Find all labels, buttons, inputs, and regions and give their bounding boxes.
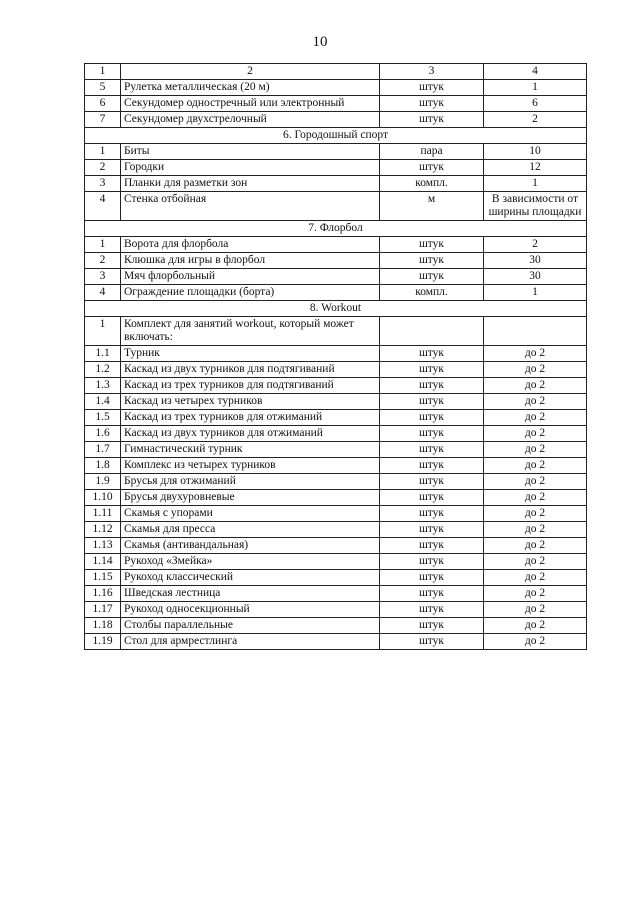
header-cell-num: 1 bbox=[85, 64, 121, 80]
item-quantity: до 2 bbox=[484, 426, 587, 442]
row-number: 2 bbox=[85, 253, 121, 269]
item-unit: штук bbox=[380, 96, 484, 112]
item-unit: штук bbox=[380, 160, 484, 176]
row-number: 1.12 bbox=[85, 522, 121, 538]
item-quantity: до 2 bbox=[484, 394, 587, 410]
item-name: Рулетка металлическая (20 м) bbox=[121, 80, 380, 96]
table-row bbox=[85, 317, 587, 346]
table-row bbox=[85, 602, 587, 618]
item-quantity: до 2 bbox=[484, 362, 587, 378]
page-number: 10 bbox=[312, 34, 328, 50]
item-unit: штук bbox=[380, 269, 484, 285]
item-name: Скамья для пресса bbox=[121, 522, 380, 538]
equipment-table bbox=[84, 63, 587, 650]
item-name: Городки bbox=[121, 160, 380, 176]
item-quantity: до 2 bbox=[484, 570, 587, 586]
row-number: 1.6 bbox=[85, 426, 121, 442]
table-row bbox=[85, 269, 587, 285]
item-unit: штук bbox=[380, 586, 484, 602]
item-unit: штук bbox=[380, 602, 484, 618]
item-name: Ворота для флорбола bbox=[121, 237, 380, 253]
item-unit: штук bbox=[380, 570, 484, 586]
table-row bbox=[85, 378, 587, 394]
item-unit: штук bbox=[380, 490, 484, 506]
item-quantity: до 2 bbox=[484, 586, 587, 602]
item-unit: компл. bbox=[380, 176, 484, 192]
table-row bbox=[85, 237, 587, 253]
row-number: 1.2 bbox=[85, 362, 121, 378]
item-unit: штук bbox=[380, 394, 484, 410]
item-name: Шведская лестница bbox=[121, 586, 380, 602]
row-number: 1.11 bbox=[85, 506, 121, 522]
item-quantity: 30 bbox=[484, 253, 587, 269]
row-number: 1.9 bbox=[85, 474, 121, 490]
item-unit: штук bbox=[380, 618, 484, 634]
table-row bbox=[85, 346, 587, 362]
section-title: 8. Workout bbox=[85, 301, 587, 317]
item-name: Рукоход односекционный bbox=[121, 602, 380, 618]
table-row bbox=[85, 192, 587, 221]
table-row bbox=[85, 634, 587, 650]
item-quantity bbox=[484, 317, 587, 346]
item-name: Клюшка для игры в флорбол bbox=[121, 253, 380, 269]
table-row bbox=[85, 618, 587, 634]
table-row bbox=[85, 96, 587, 112]
item-quantity: до 2 bbox=[484, 634, 587, 650]
item-name: Мяч флорбольный bbox=[121, 269, 380, 285]
row-number: 1.8 bbox=[85, 458, 121, 474]
item-name: Брусья для отжиманий bbox=[121, 474, 380, 490]
row-number: 1.10 bbox=[85, 490, 121, 506]
row-number: 4 bbox=[85, 285, 121, 301]
table-row bbox=[85, 144, 587, 160]
item-name: Столбы параллельные bbox=[121, 618, 380, 634]
item-name: Ограждение площадки (борта) bbox=[121, 285, 380, 301]
item-name: Скамья с упорами bbox=[121, 506, 380, 522]
item-unit: штук bbox=[380, 458, 484, 474]
section-row bbox=[85, 221, 587, 237]
item-quantity: 1 bbox=[484, 176, 587, 192]
header-cell-name: 2 bbox=[121, 64, 380, 80]
item-unit: штук bbox=[380, 410, 484, 426]
item-unit: штук bbox=[380, 634, 484, 650]
item-quantity: до 2 bbox=[484, 490, 587, 506]
item-name: Биты bbox=[121, 144, 380, 160]
table-row bbox=[85, 538, 587, 554]
row-number: 1.19 bbox=[85, 634, 121, 650]
section-title: 6. Городошный спорт bbox=[85, 128, 587, 144]
item-name: Секундомер двухстрелочный bbox=[121, 112, 380, 128]
item-name: Брусья двухуровневые bbox=[121, 490, 380, 506]
row-number: 1.5 bbox=[85, 410, 121, 426]
row-number: 7 bbox=[85, 112, 121, 128]
item-quantity: до 2 bbox=[484, 458, 587, 474]
item-name: Каскад из трех турников для отжиманий bbox=[121, 410, 380, 426]
section-row bbox=[85, 301, 587, 317]
item-quantity: до 2 bbox=[484, 410, 587, 426]
item-quantity: до 2 bbox=[484, 538, 587, 554]
row-number: 1 bbox=[85, 144, 121, 160]
row-number: 1.13 bbox=[85, 538, 121, 554]
item-name: Каскад из двух турников для подтягиваний bbox=[121, 362, 380, 378]
section-title: 7. Флорбол bbox=[85, 221, 587, 237]
item-name: Рукоход «Змейка» bbox=[121, 554, 380, 570]
item-quantity: 12 bbox=[484, 160, 587, 176]
row-number: 1.7 bbox=[85, 442, 121, 458]
item-quantity: до 2 bbox=[484, 618, 587, 634]
item-quantity: до 2 bbox=[484, 554, 587, 570]
table-row bbox=[85, 80, 587, 96]
item-quantity: 1 bbox=[484, 80, 587, 96]
item-quantity: до 2 bbox=[484, 506, 587, 522]
table-row bbox=[85, 160, 587, 176]
table-row bbox=[85, 394, 587, 410]
item-quantity: 6 bbox=[484, 96, 587, 112]
item-quantity: до 2 bbox=[484, 346, 587, 362]
item-unit: штук bbox=[380, 253, 484, 269]
item-quantity: до 2 bbox=[484, 378, 587, 394]
item-quantity: 30 bbox=[484, 269, 587, 285]
item-name: Каскад из четырех турников bbox=[121, 394, 380, 410]
row-number: 1.18 bbox=[85, 618, 121, 634]
header-cell-unit: 3 bbox=[380, 64, 484, 80]
table-row bbox=[85, 522, 587, 538]
table-row bbox=[85, 490, 587, 506]
section-row bbox=[85, 128, 587, 144]
table-row bbox=[85, 426, 587, 442]
item-quantity: 2 bbox=[484, 112, 587, 128]
item-quantity: до 2 bbox=[484, 522, 587, 538]
table-row bbox=[85, 112, 587, 128]
item-quantity: до 2 bbox=[484, 602, 587, 618]
item-name: Каскад из трех турников для подтягиваний bbox=[121, 378, 380, 394]
header-row bbox=[85, 64, 587, 80]
header-cell-qty: 4 bbox=[484, 64, 587, 80]
item-unit: штук bbox=[380, 442, 484, 458]
table-row bbox=[85, 176, 587, 192]
table-row bbox=[85, 554, 587, 570]
item-unit: штук bbox=[380, 554, 484, 570]
row-number: 1.15 bbox=[85, 570, 121, 586]
item-quantity: до 2 bbox=[484, 442, 587, 458]
item-unit: штук bbox=[380, 522, 484, 538]
item-name: Гимнастический турник bbox=[121, 442, 380, 458]
row-number: 1.17 bbox=[85, 602, 121, 618]
item-unit: м bbox=[380, 192, 484, 221]
table-row bbox=[85, 442, 587, 458]
item-unit: штук bbox=[380, 362, 484, 378]
item-unit: штук bbox=[380, 506, 484, 522]
item-name: Турник bbox=[121, 346, 380, 362]
row-number: 3 bbox=[85, 269, 121, 285]
row-number: 6 bbox=[85, 96, 121, 112]
item-unit: штук bbox=[380, 112, 484, 128]
item-quantity: 1 bbox=[484, 285, 587, 301]
row-number: 1 bbox=[85, 317, 121, 346]
item-name: Секундомер одностречный или электронный bbox=[121, 96, 380, 112]
row-number: 1.1 bbox=[85, 346, 121, 362]
table-row bbox=[85, 410, 587, 426]
item-unit: штук bbox=[380, 378, 484, 394]
item-unit: штук bbox=[380, 237, 484, 253]
table-row bbox=[85, 362, 587, 378]
row-number: 1 bbox=[85, 237, 121, 253]
item-name: Каскад из двух турников для отжиманий bbox=[121, 426, 380, 442]
row-number: 4 bbox=[85, 192, 121, 221]
item-unit: штук bbox=[380, 426, 484, 442]
row-number: 3 bbox=[85, 176, 121, 192]
item-unit: штук bbox=[380, 538, 484, 554]
table-body bbox=[85, 64, 587, 650]
item-unit: штук bbox=[380, 346, 484, 362]
item-unit: компл. bbox=[380, 285, 484, 301]
item-quantity: 2 bbox=[484, 237, 587, 253]
table-row bbox=[85, 586, 587, 602]
item-name: Комплект для занятий workout, который может включать: bbox=[121, 317, 380, 346]
row-number: 1.16 bbox=[85, 586, 121, 602]
row-number: 5 bbox=[85, 80, 121, 96]
row-number: 1.14 bbox=[85, 554, 121, 570]
table-row bbox=[85, 474, 587, 490]
table-row bbox=[85, 458, 587, 474]
item-quantity: 10 bbox=[484, 144, 587, 160]
row-number: 1.4 bbox=[85, 394, 121, 410]
item-name: Скамья (антивандальная) bbox=[121, 538, 380, 554]
item-name: Стол для армрестлинга bbox=[121, 634, 380, 650]
row-number: 1.3 bbox=[85, 378, 121, 394]
item-unit: штук bbox=[380, 80, 484, 96]
item-unit: пара bbox=[380, 144, 484, 160]
item-quantity: В зависимости от ширины площадки bbox=[484, 192, 587, 221]
item-name: Рукоход классический bbox=[121, 570, 380, 586]
item-quantity: до 2 bbox=[484, 474, 587, 490]
item-name: Стенка отбойная bbox=[121, 192, 380, 221]
table-row bbox=[85, 506, 587, 522]
table-row bbox=[85, 253, 587, 269]
table-row bbox=[85, 285, 587, 301]
item-name: Планки для разметки зон bbox=[121, 176, 380, 192]
item-name: Комплекс из четырех турников bbox=[121, 458, 380, 474]
table-row bbox=[85, 570, 587, 586]
item-unit: штук bbox=[380, 474, 484, 490]
row-number: 2 bbox=[85, 160, 121, 176]
item-unit bbox=[380, 317, 484, 346]
